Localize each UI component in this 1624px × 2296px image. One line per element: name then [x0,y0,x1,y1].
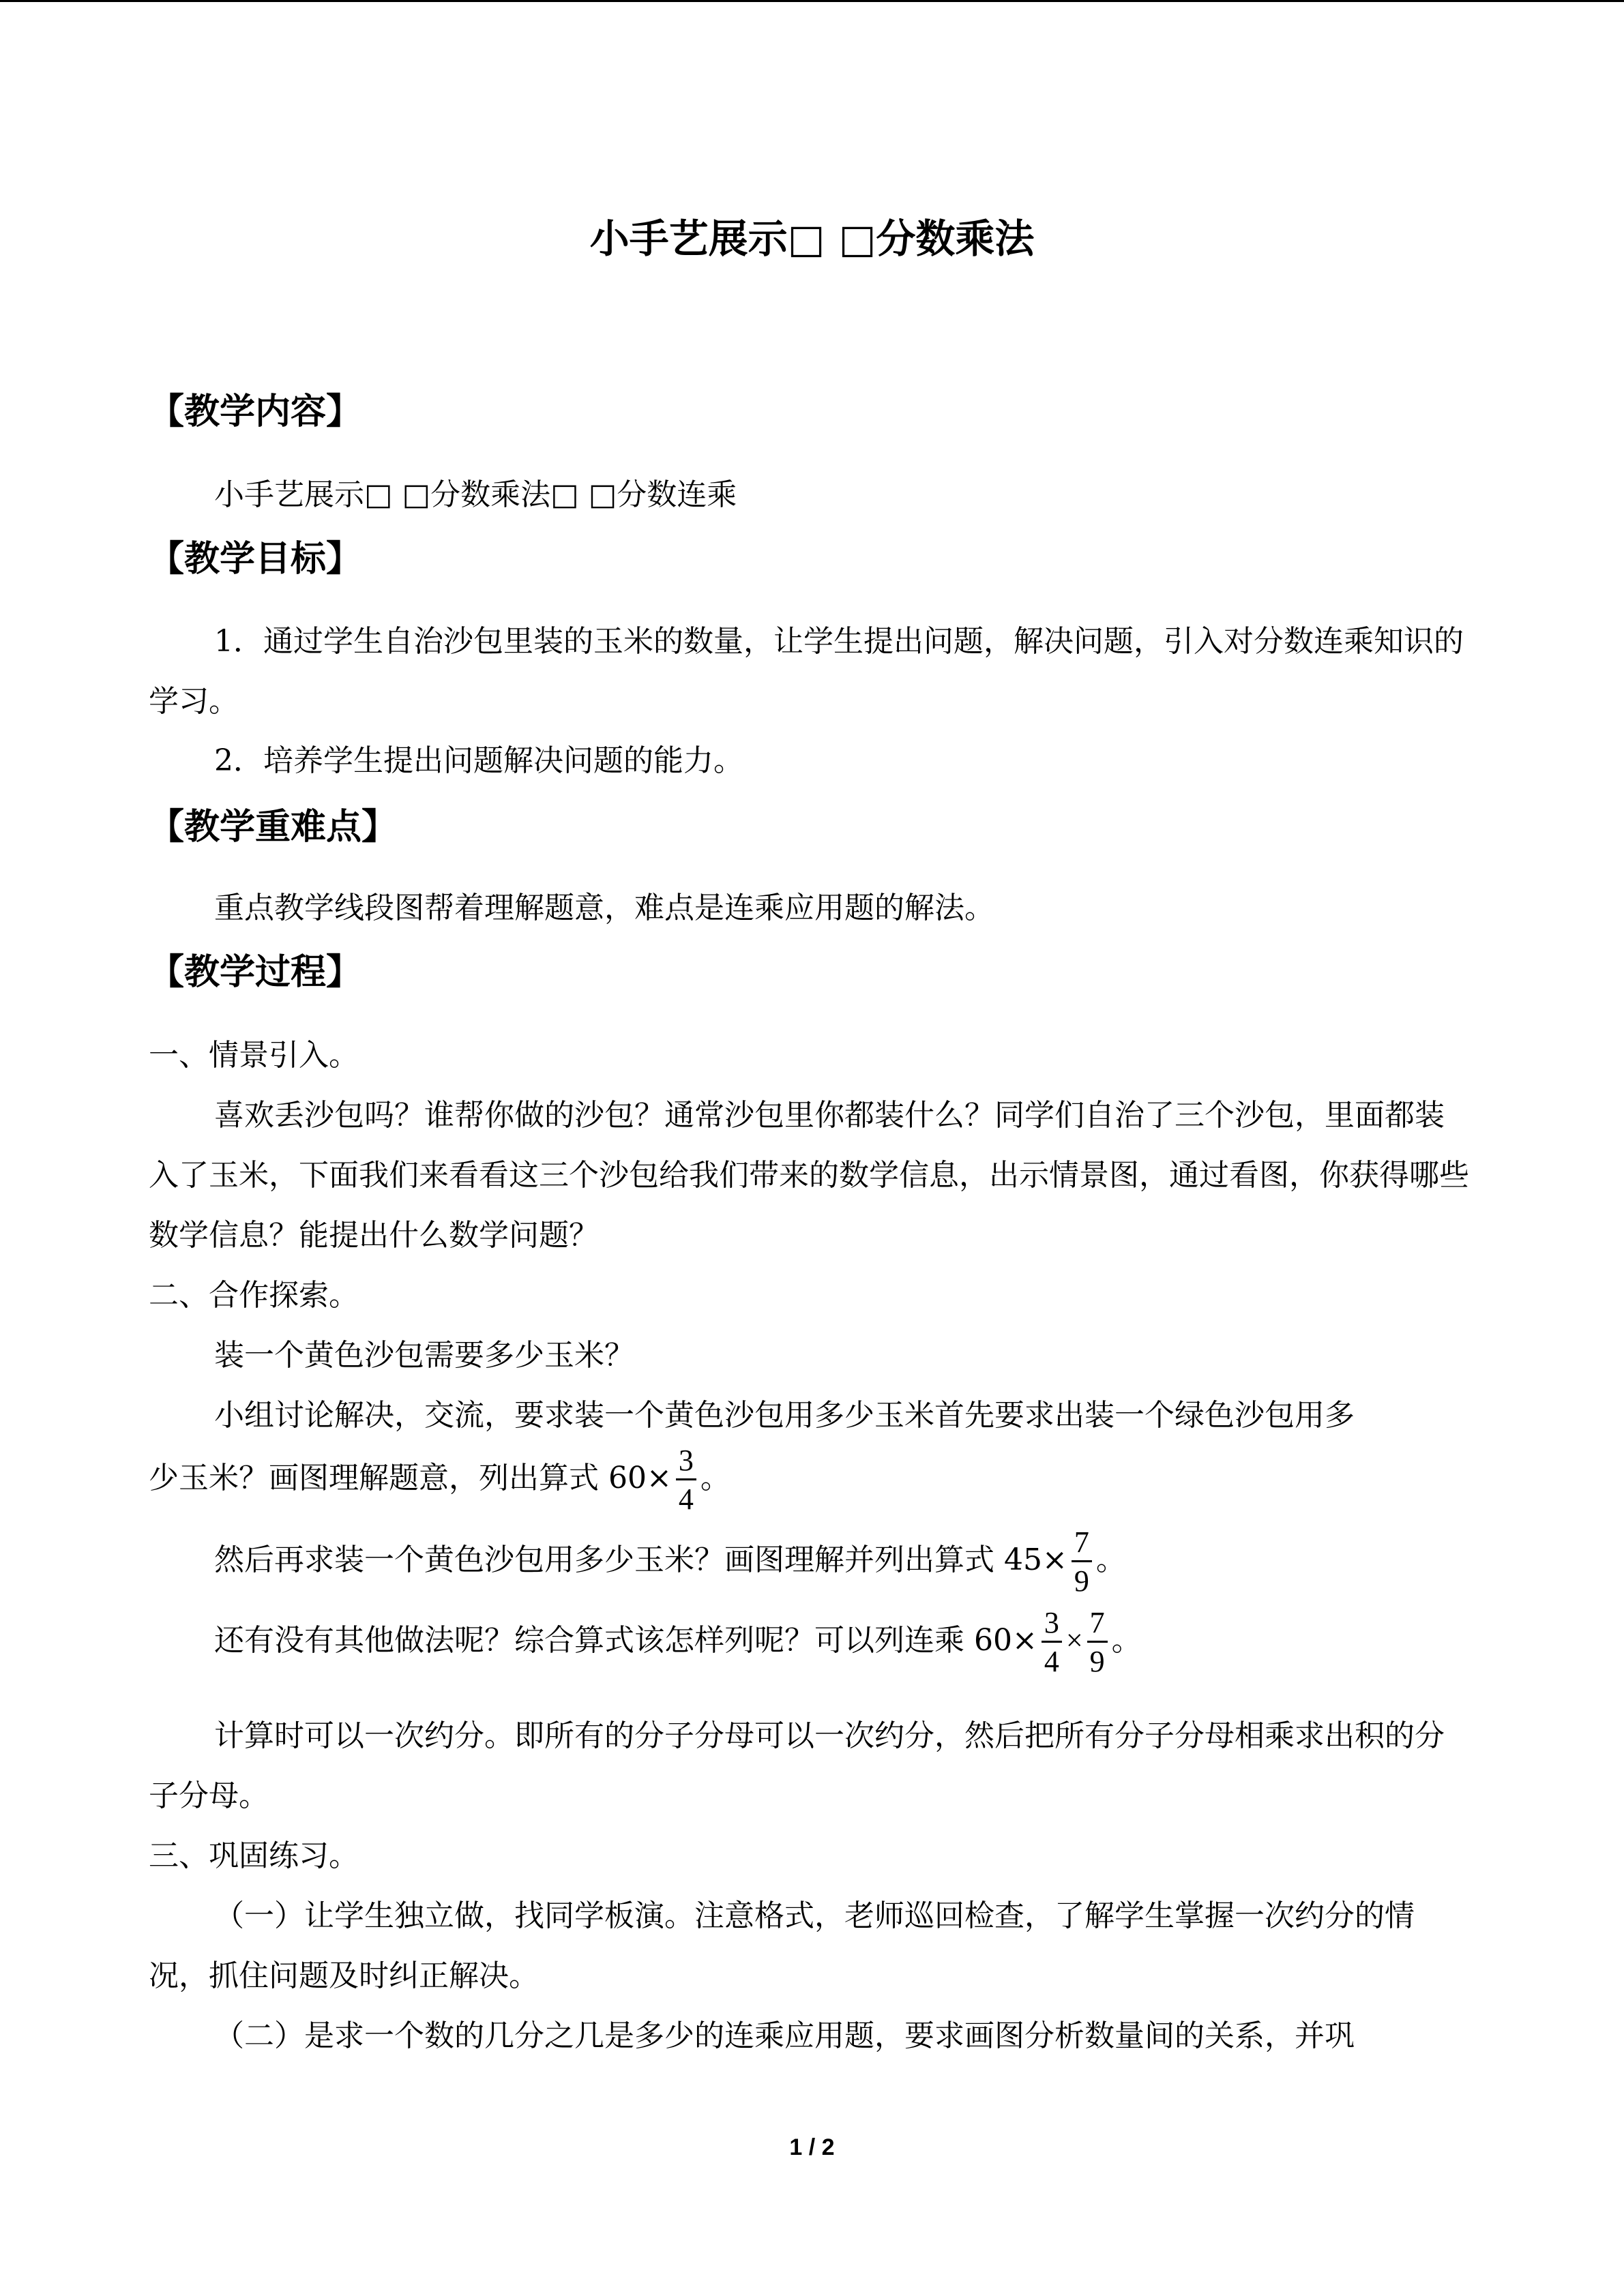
period: 。 [1111,1623,1142,1658]
process-part3-p1: （一）让学生独立做，找同学板演。注意格式，老师巡回检查，了解学生掌握一次约分的情况，抓住问题及时纠正解决。 [149,1898,1415,1993]
fraction-denominator: 4 [1044,1645,1059,1678]
process-part2-p1-line1: 小组讨论解决，交流，要求装一个黄色沙包用多少玉米首先要求出装一个绿色沙包用多 [214,1398,1355,1433]
key-points-text: 重点教学线段图帮着理解题意，难点是连乘应用题的解法。 [214,891,994,925]
teaching-content-text: 小手艺展示□ □分数乘法□ □分数连乘 [214,477,737,512]
fraction-denominator: 4 [678,1482,694,1516]
heading-key-points: 【教学重难点】 [149,806,398,848]
fraction-numerator: 7 [1087,1608,1108,1643]
process-part3-title: 三、巩固练习。 [149,1838,359,1873]
goal-item-2: 2．培养学生提出问题解决问题的能力。 [214,743,743,778]
formula-line-1 [149,1446,730,1515]
goal-item-1: 1．通过学生自治沙包里装的玉米的数量，让学生提出问题，解决问题，引入对分数连乘知识的学习。 [149,624,1464,719]
process-part2-title: 二、合作探索。 [149,1278,359,1313]
formula-line-2 [214,1527,1126,1596]
fraction-3-4 [1042,1608,1062,1677]
document-title: 小手艺展示□ □分数乘法 [589,215,1035,262]
period: 。 [1095,1542,1126,1577]
formula-1-text: 少玉米？画图理解题意，列出算式 60× [149,1461,672,1495]
process-part3-p2: （二）是求一个数的几分之几是多少的连乘应用题，要求画图分析数量间的关系，并巩 [214,2018,1355,2053]
fraction-3-4 [676,1446,696,1515]
heading-teaching-content: 【教学内容】 [149,391,362,432]
formula-2-text: 然后再求装一个黄色沙包用多少玉米？画图理解并列出算式 45× [214,1542,1067,1577]
fraction-numerator: 3 [676,1446,696,1480]
period: 。 [700,1461,730,1495]
process-part1-text: 喜欢丢沙包吗？谁帮你做的沙包？通常沙包里你都装什么？同学们自治了三个沙包，里面都装入了玉米，下面我们来看看这三个沙包给我们带来的数学信息，出示情景图，通过看图，你获得哪些数学信息？能提出什么数学问题？ [149,1098,1469,1253]
formula-line-3 [214,1608,1142,1677]
page-number: 1 / 2 [789,2134,835,2160]
process-part1-title: 一、情景引入。 [149,1038,359,1073]
fraction-denominator: 9 [1074,1564,1089,1598]
fraction-7-9 [1072,1527,1092,1596]
fraction-denominator: 9 [1089,1645,1105,1678]
heading-teaching-process: 【教学过程】 [149,951,362,993]
process-part2-question: 装一个黄色沙包需要多少玉米？ [214,1338,634,1373]
process-part2-p4: 计算时可以一次约分。即所有的分子分母可以一次约分，然后把所有分子分母相乘求出积的分子分母。 [149,1718,1445,1813]
heading-teaching-goals: 【教学目标】 [149,538,362,580]
fraction-7-9 [1087,1608,1108,1677]
times-sign: × [1065,1624,1083,1657]
page-top-border [0,0,1624,2]
fraction-numerator: 7 [1072,1527,1092,1562]
formula-3-text: 还有没有其他做法呢？综合算式该怎样列呢？可以列连乘 60× [214,1623,1037,1658]
fraction-numerator: 3 [1042,1608,1062,1643]
